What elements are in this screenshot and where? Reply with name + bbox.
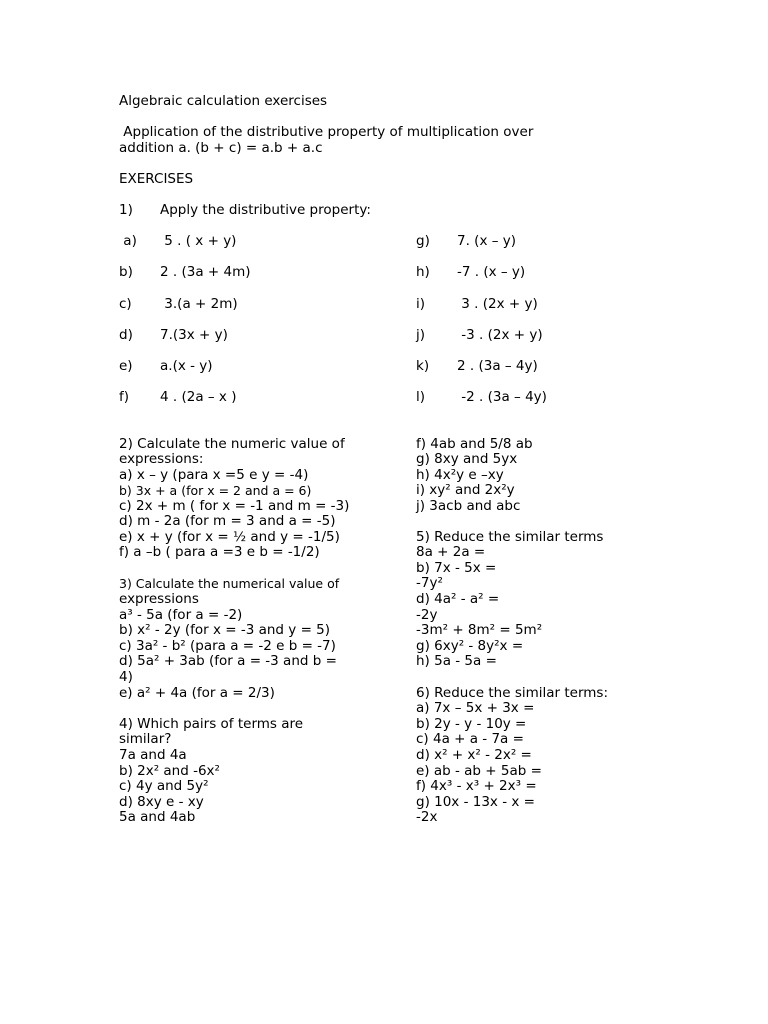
q5-heading: 5) Reduce the similar terms (416, 529, 604, 545)
q2-item: f) a –b ( para a =3 e b = -1/2) (119, 544, 320, 560)
q3-item: c) 3a² - b² (para a = -2 e b = -7) (119, 638, 336, 654)
exercises-heading: EXERCISES (119, 171, 194, 187)
q3-item-cont: 4) (119, 669, 133, 685)
q5-item: d) 4a² - a² = (416, 591, 500, 607)
q4-item: 5a and 4ab (119, 809, 196, 825)
q2-item: d) m - 2a (for m = 3 and a = -5) (119, 513, 336, 529)
q5-item: b) 7x - 5x = (416, 560, 497, 576)
q3-item: b) x² - 2y (for x = -3 and y = 5) (119, 622, 331, 638)
q1-item-mark: c) (119, 296, 132, 312)
q1-item-expr: -2 . (3a – 4y) (457, 389, 547, 405)
q1-item-mark: k) (416, 358, 430, 374)
q3-item: e) a² + 4a (for a = 2/3) (119, 685, 275, 701)
q1-item-mark: e) (119, 358, 133, 374)
q5-item: -3m² + 8m² = 5m² (416, 622, 543, 638)
q5-item: 8a + 2a = (416, 544, 486, 560)
q1-item-mark: f) (119, 389, 130, 405)
q4-item: f) 4ab and 5/8 ab (416, 436, 533, 452)
q6-item: f) 4x³ - x³ + 2x³ = (416, 778, 537, 794)
q4-item: j) 3acb and abc (416, 498, 521, 514)
q2-item: a) x – y (para x =5 e y = -4) (119, 467, 309, 483)
document-title: Algebraic calculation exercises (119, 93, 328, 109)
q1-item-mark: l) (416, 389, 426, 405)
q1-item-expr: 7. (x – y) (457, 233, 517, 249)
q6-item: g) 10x - 13x - x = (416, 794, 535, 810)
q6-item: b) 2y - y - 10y = (416, 716, 527, 732)
q3-heading: 3) Calculate the numerical value of (119, 576, 340, 591)
q1-item-mark: g) (416, 233, 430, 249)
q1-item-expr: 7.(3x + y) (160, 327, 228, 343)
q6-item: e) ab - ab + 5ab = (416, 763, 542, 779)
q1-item-mark: b) (119, 264, 133, 280)
q1-item-expr: 5 . ( x + y) (160, 233, 237, 249)
q1-instruction: Apply the distributive property: (160, 202, 371, 218)
q4-item: d) 8xy e - xy (119, 794, 204, 810)
q1-item-expr: 2 . (3a – 4y) (457, 358, 538, 374)
q4-item: c) 4y and 5y² (119, 778, 209, 794)
q2-item: c) 2x + m ( for x = -1 and m = -3) (119, 498, 350, 514)
q1-item-mark: d) (119, 327, 133, 343)
q6-item: d) x² + x² - 2x² = (416, 747, 532, 763)
q2-heading-cont: expressions: (119, 451, 204, 467)
q2-item: b) 3x + a (for x = 2 and a = 6) (119, 483, 312, 498)
q3-item: a³ - 5a (for a = -2) (119, 607, 243, 623)
q4-heading-cont: similar? (119, 731, 172, 747)
q4-item: i) xy² and 2x²y (416, 482, 515, 498)
q1-item-expr: 4 . (2a – x ) (160, 389, 237, 405)
q1-item-expr: 2 . (3a + 4m) (160, 264, 251, 280)
q3-heading-cont: expressions (119, 591, 199, 607)
q1-item-mark: h) (416, 264, 430, 280)
q6-item: -2x (416, 809, 438, 825)
q4-item: h) 4x²y e –xy (416, 467, 504, 483)
q5-item: -2y (416, 607, 438, 623)
q3-item: d) 5a² + 3ab (for a = -3 and b = (119, 653, 337, 669)
q2-item: e) x + y (for x = ½ and y = -1/5) (119, 529, 340, 545)
q1-item-expr: 3.(a + 2m) (160, 296, 238, 312)
intro-text-line-2: addition a. (b + c) = a.b + a.c (119, 140, 323, 156)
q5-item: -7y² (416, 575, 443, 591)
q2-heading: 2) Calculate the numeric value of (119, 436, 345, 452)
intro-text-line-1: Application of the distributive property of multiplication over (119, 124, 534, 140)
q6-item: c) 4a + a - 7a = (416, 731, 524, 747)
q4-item: b) 2x² and -6x² (119, 763, 220, 779)
q5-item: h) 5a - 5a = (416, 653, 497, 669)
q1-item-mark: a) (119, 233, 137, 249)
q6-heading: 6) Reduce the similar terms: (416, 685, 609, 701)
q6-item: a) 7x – 5x + 3x = (416, 700, 535, 716)
q1-item-mark: i) (416, 296, 426, 312)
q4-heading: 4) Which pairs of terms are (119, 716, 304, 732)
q1-item-mark: j) (416, 327, 426, 343)
q4-item: g) 8xy and 5yx (416, 451, 518, 467)
q1-number: 1) (119, 202, 133, 218)
q1-item-expr: -3 . (2x + y) (457, 327, 543, 343)
q4-item: 7a and 4a (119, 747, 187, 763)
q5-item: g) 6xy² - 8y²x = (416, 638, 524, 654)
q1-item-expr: a.(x - y) (160, 358, 213, 374)
q1-item-expr: 3 . (2x + y) (457, 296, 538, 312)
q1-item-expr: -7 . (x – y) (457, 264, 526, 280)
